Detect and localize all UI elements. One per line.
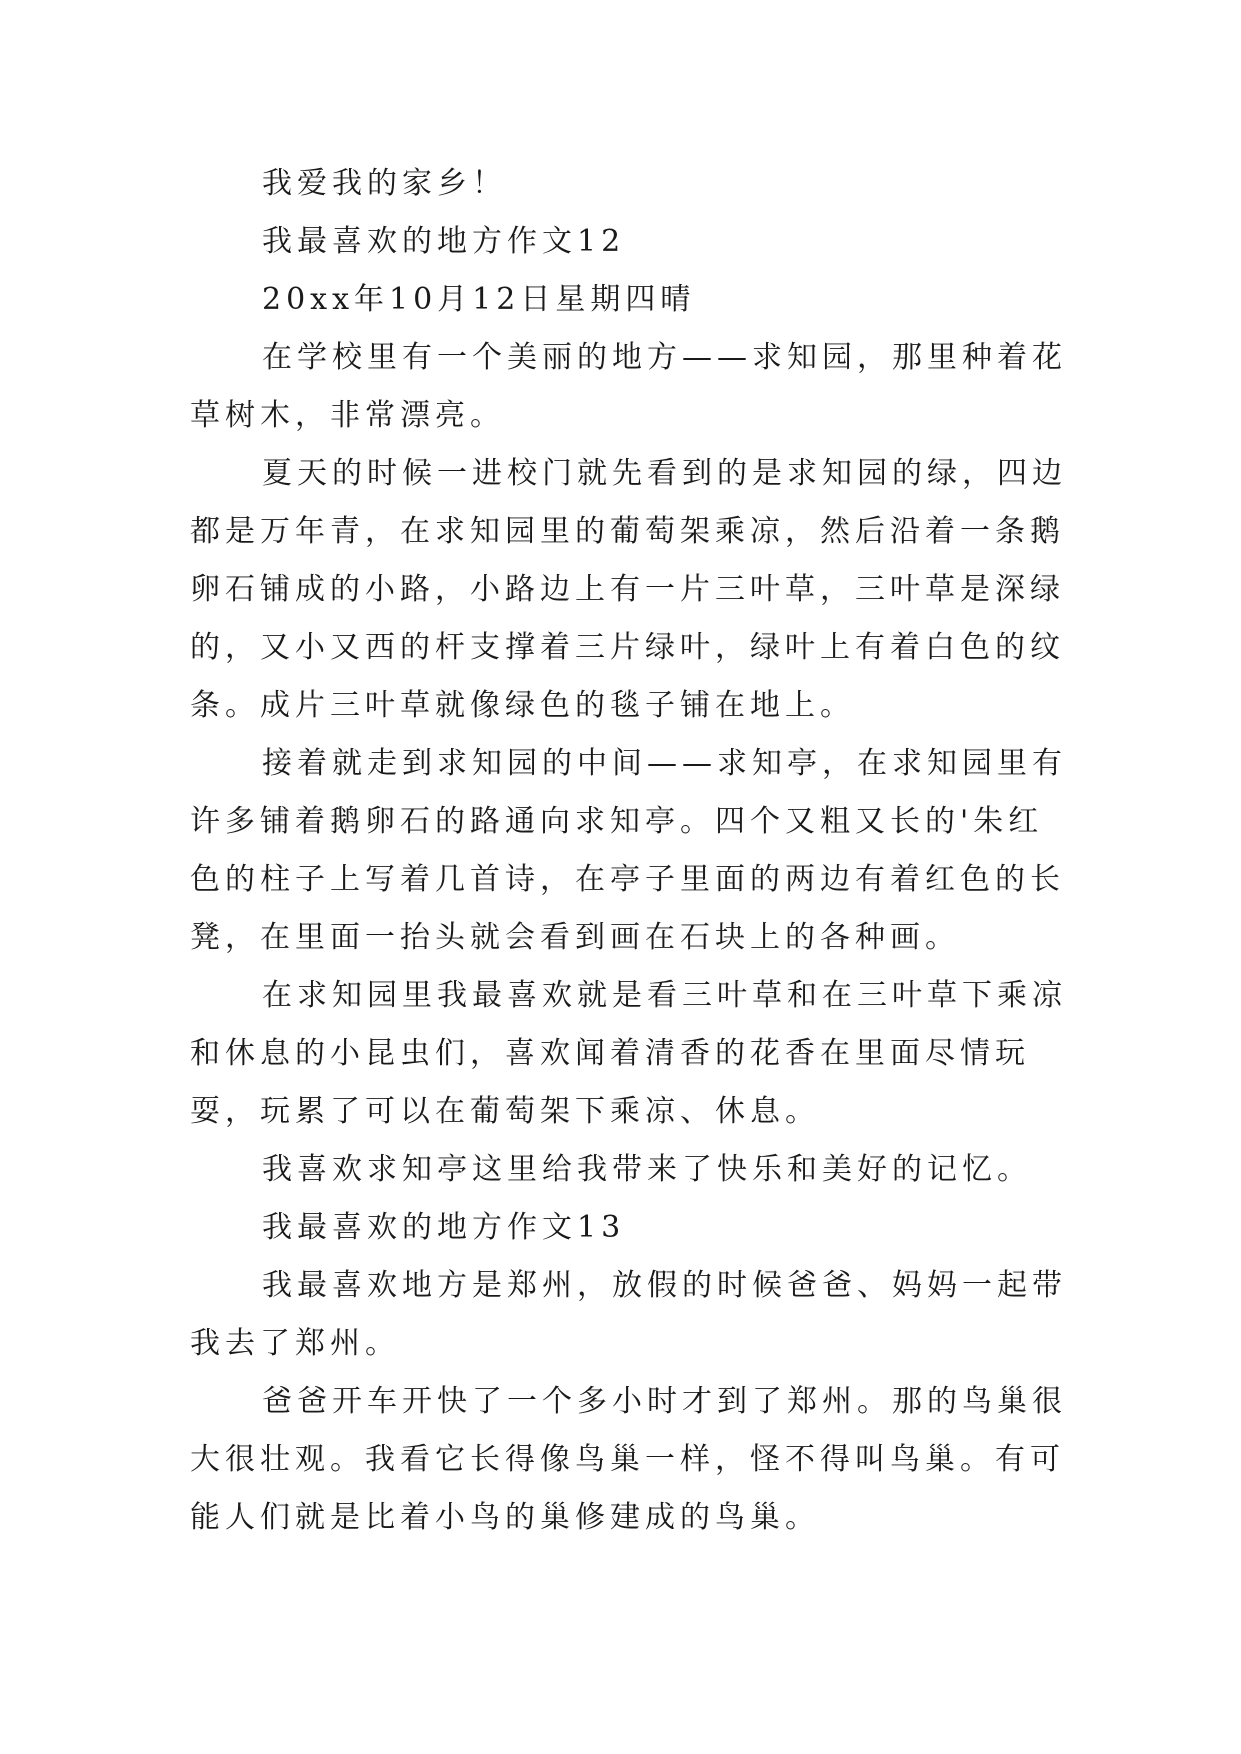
paragraph: 我最喜欢地方是郑州，放假的时候爸爸、妈妈一起带我去了郑州。 [190,1268,1067,1361]
paragraph: 我爱我的家乡！ [262,166,507,201]
paragraph: 我喜欢求知亭这里给我带来了快乐和美好的记忆。 [262,1152,1032,1187]
paragraph: 在求知园里我最喜欢就是看三叶草和在三叶草下乘凉和休息的小昆虫们，喜欢闻着清香的花香在里面尽情玩耍，玩累了可以在葡萄架下乘凉、休息。 [190,978,1067,1129]
paragraph: 爸爸开车开快了一个多小时才到了郑州。那的鸟巢很大很壮观。我看它长得像鸟巢一样，怪不得叫鸟巢。有可能人们就是比着小鸟的巢修建成的鸟巢。 [190,1384,1067,1535]
paragraph: 在学校里有一个美丽的地方——求知园，那里种着花草树木，非常漂亮。 [190,340,1067,433]
essay-title: 我最喜欢的地方作文13 [262,1210,626,1245]
date-line: 20xx年10月12日星期四晴 [262,282,696,317]
essay-title: 我最喜欢的地方作文12 [262,224,626,259]
document-body [190,155,1070,1547]
paragraph: 接着就走到求知园的中间——求知亭，在求知园里有许多铺着鹅卵石的路通向求知亭。四个又粗又长的'朱红色的柱子上写着几首诗，在亭子里面的两边有着红色的长凳，在里面一抬头就会看到画在石块上的各种画。 [190,746,1067,955]
paragraph: 夏天的时候一进校门就先看到的是求知园的绿，四边都是万年青，在求知园里的葡萄架乘凉，然后沿着一条鹅卵石铺成的小路，小路边上有一片三叶草，三叶草是深绿的，又小又西的杆支撑着三片绿叶，绿叶上有着白色的纹条。成片三叶草就像绿色的毯子铺在地上。 [190,456,1067,723]
